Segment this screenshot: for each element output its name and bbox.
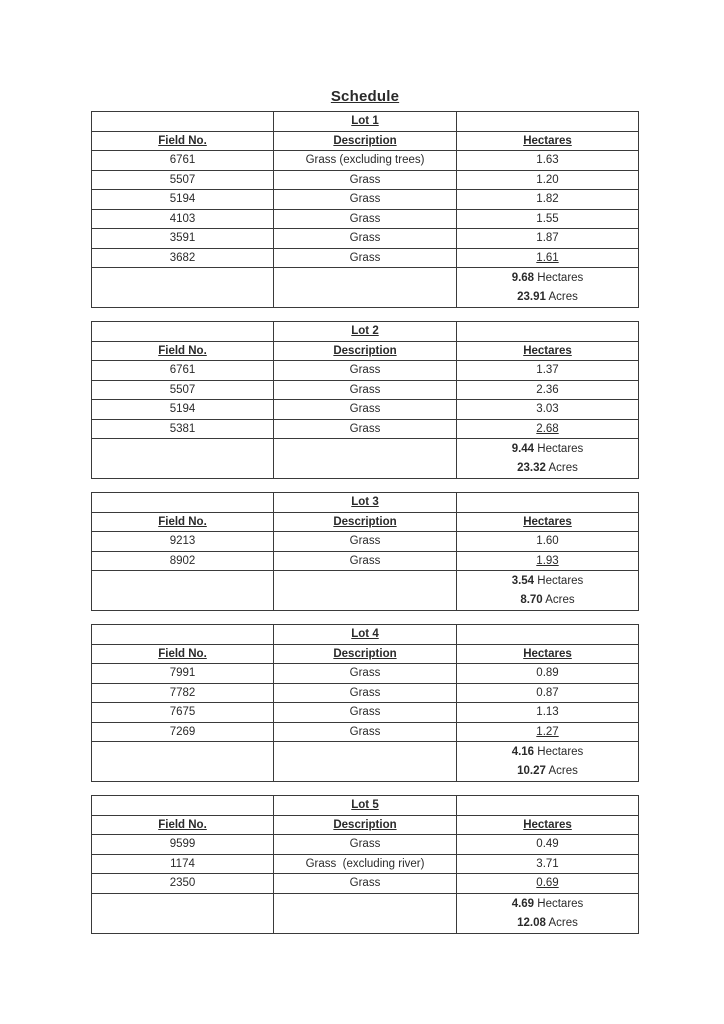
totals-cell [457,742,639,782]
description-header: Description [274,815,457,835]
description-cell: Grass [274,209,457,229]
header-row [92,341,639,361]
description-cell: Grass [274,248,457,268]
hectares-cell: 3.71 [457,854,639,874]
hectares-cell: 1.55 [457,209,639,229]
field-no-cell: 5507 [92,170,274,190]
total-hectares: 4.69 Hectares [511,897,584,910]
total-hectares: 4.16 Hectares [511,746,584,758]
description-cell: Grass [274,229,457,249]
lot-title: Lot 1 [274,112,457,132]
totals-cell [457,571,639,611]
description-cell: Grass [274,419,457,439]
description-cell: Grass [274,703,457,723]
description-cell: Grass [274,361,457,381]
hectares-cell: 1.13 [457,703,639,723]
field-no-cell: 5194 [92,190,274,210]
lot-title-row [92,493,639,513]
field-no-header: Field No. [92,512,274,532]
field-no-cell: 3591 [92,229,274,249]
lot-2-table [91,321,639,479]
description-cell: Grass (excluding trees) [274,151,457,171]
description-cell: Grass [274,532,457,552]
field-no-cell: 4103 [92,209,274,229]
field-no-cell: 1174 [92,854,274,874]
totals-cell [457,893,639,933]
hectares-cell: 1.27 [457,722,639,742]
hectares-cell: 0.89 [457,664,639,684]
description-header: Description [274,512,457,532]
table-row [92,380,639,400]
hectares-header: Hectares [457,512,639,532]
totals-row [92,893,639,933]
hectares-cell: 0.69 [457,874,639,894]
description-cell: Grass [274,722,457,742]
description-cell: Grass [274,664,457,684]
field-no-header: Field No. [92,131,274,151]
lot-title-row [92,625,639,645]
lot-5-table [91,795,639,934]
hectares-cell: 2.68 [457,419,639,439]
description-header: Description [274,341,457,361]
lot-4-table [91,624,639,782]
table-row [92,664,639,684]
field-no-cell: 9599 [92,835,274,855]
totals-row [92,571,639,611]
total-acres: 8.70 Acres [520,594,575,606]
totals-row [92,439,639,479]
hectares-cell: 2.36 [457,380,639,400]
hectares-cell: 0.49 [457,835,639,855]
field-no-cell: 3682 [92,248,274,268]
hectares-cell: 3.03 [457,400,639,420]
hectares-header: Hectares [457,815,639,835]
hectares-cell: 1.87 [457,229,639,249]
header-row [92,131,639,151]
field-no-cell: 7782 [92,683,274,703]
hectares-header: Hectares [457,131,639,151]
description-cell: Grass [274,380,457,400]
table-row [92,419,639,439]
totals-row [92,268,639,308]
table-row [92,874,639,894]
lot-title-row [92,796,639,816]
page-title: Schedule [330,88,400,105]
description-cell: Grass [274,874,457,894]
table-row [92,532,639,552]
lot-title: Lot 2 [274,322,457,342]
field-no-cell: 7269 [92,722,274,742]
description-cell: Grass [274,551,457,571]
table-row [92,361,639,381]
description-cell: Grass [274,683,457,703]
total-acres: 10.27 Acres [517,765,578,777]
lot-title-row [92,112,639,132]
description-cell: Grass [274,400,457,420]
table-row [92,400,639,420]
total-hectares: 3.54 Hectares [511,575,584,587]
totals-cell [457,439,639,479]
totals-cell [457,268,639,308]
table-row [92,835,639,855]
hectares-cell: 1.20 [457,170,639,190]
field-no-cell: 6761 [92,151,274,171]
description-cell: Grass [274,170,457,190]
field-no-cell: 7991 [92,664,274,684]
table-row [92,209,639,229]
lot-title: Lot 4 [274,625,457,645]
description-header: Description [274,131,457,151]
table-row [92,551,639,571]
description-cell: Grass [274,190,457,210]
description-header: Description [274,644,457,664]
table-row [92,170,639,190]
table-row [92,683,639,703]
table-row [92,854,639,874]
lot-title-row [92,322,639,342]
field-no-header: Field No. [92,815,274,835]
total-hectares: 9.68 Hectares [511,272,584,284]
hectares-header: Hectares [457,644,639,664]
table-row [92,229,639,249]
table-row [92,248,639,268]
lot-title: Lot 5 [274,796,457,816]
lot-3-table [91,492,639,611]
field-no-header: Field No. [92,644,274,664]
field-no-cell: 7675 [92,703,274,723]
field-no-cell: 9213 [92,532,274,552]
header-row [92,815,639,835]
field-no-cell: 8902 [92,551,274,571]
hectares-cell: 1.60 [457,532,639,552]
hectares-cell: 1.37 [457,361,639,381]
hectares-cell: 1.93 [457,551,639,571]
totals-row [92,742,639,782]
table-row [92,151,639,171]
field-no-cell: 2350 [92,874,274,894]
field-no-cell: 5381 [92,419,274,439]
table-row [92,722,639,742]
description-cell: Grass (excluding river) [274,854,457,874]
hectares-cell: 1.82 [457,190,639,210]
description-cell: Grass [274,835,457,855]
hectares-cell: 0.87 [457,683,639,703]
lot-title: Lot 3 [274,493,457,513]
field-no-cell: 5507 [92,380,274,400]
total-hectares: 9.44 Hectares [511,443,584,455]
field-no-header: Field No. [92,341,274,361]
hectares-cell: 1.63 [457,151,639,171]
header-row [92,644,639,664]
table-row [92,190,639,210]
hectares-cell: 1.61 [457,248,639,268]
header-row [92,512,639,532]
hectares-header: Hectares [457,341,639,361]
total-acres: 12.08 Acres [517,916,578,929]
lot-1-table [91,111,639,308]
field-no-cell: 6761 [92,361,274,381]
field-no-cell: 5194 [92,400,274,420]
total-acres: 23.32 Acres [517,462,578,474]
total-acres: 23.91 Acres [517,291,578,303]
table-row [92,703,639,723]
